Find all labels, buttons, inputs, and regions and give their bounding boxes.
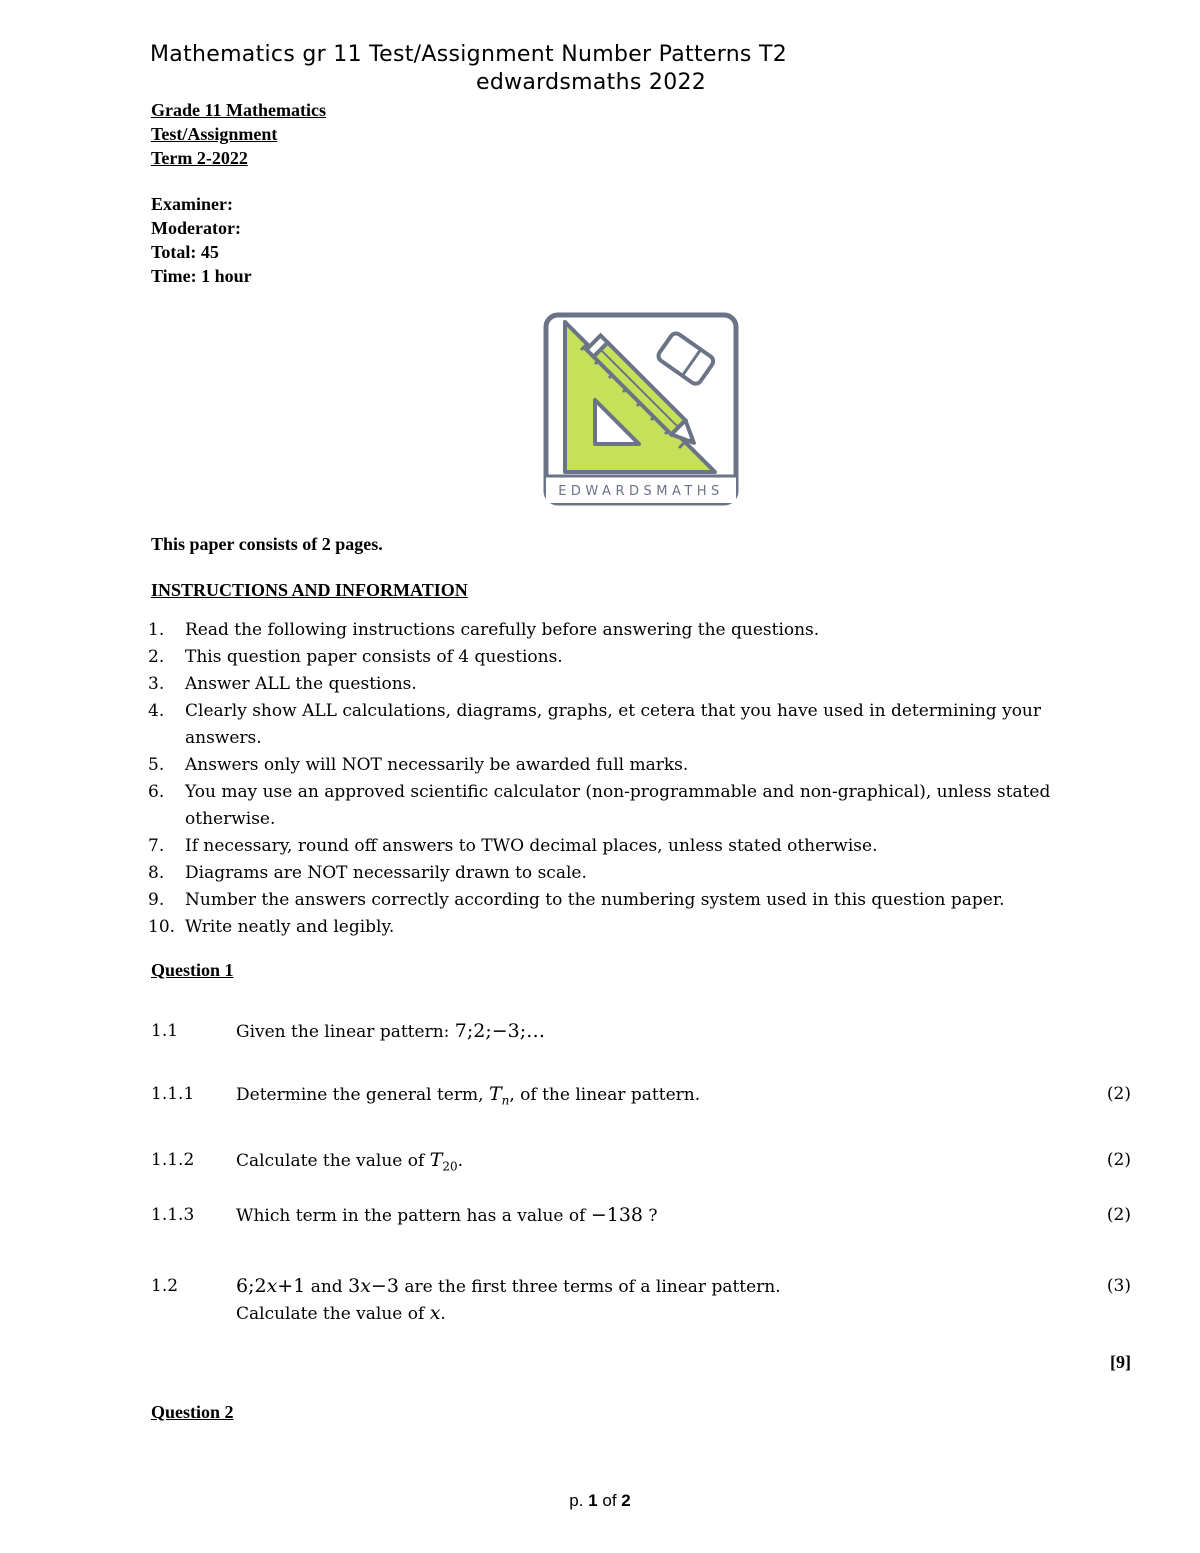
total-marks: Total: 45: [151, 242, 219, 262]
moderator-label: Moderator:: [151, 218, 241, 238]
list-item: 2. This question paper consists of 4 questions.: [148, 647, 563, 667]
instructions-title: INSTRUCTIONS AND INFORMATION: [151, 580, 468, 600]
pages-note: This paper consists of 2 pages.: [151, 534, 383, 554]
cover-block: [151, 98, 326, 288]
grade-label: Grade 11 Mathematics: [151, 100, 326, 120]
list-item: 9. Number the answers correctly according to the numbering system used in this question paper.: [148, 890, 1005, 910]
instructions-list: [148, 617, 1108, 941]
question-1-total: [9]: [1110, 1352, 1131, 1372]
list-item: 5. Answers only will NOT necessarily be awarded full marks.: [148, 755, 689, 775]
term-label: Term 2-2022: [151, 148, 248, 168]
list-item: 10. Write neatly and legibly.: [148, 917, 395, 937]
header-title: Mathematics gr 11 Test/Assignment Number Patterns T2: [150, 42, 788, 67]
marks: (2): [1106, 1084, 1131, 1104]
logo-text: EDWARDSMATHS: [558, 484, 724, 499]
question-1-title: Question 1: [151, 960, 234, 980]
header-subtitle: edwardsmaths 2022: [476, 70, 707, 95]
page-number: p. 1 of 2: [569, 1491, 631, 1510]
time-allowed: Time: 1 hour: [151, 266, 252, 286]
question-2-title: Question 2: [151, 1402, 234, 1422]
examiner-label: Examiner:: [151, 194, 233, 214]
list-item: 7. If necessary, round off answers to TWO decimal places, unless stated otherwise.: [148, 836, 878, 856]
edwardsmaths-logo: [543, 312, 739, 506]
marks: (2): [1106, 1150, 1131, 1170]
marks: (2): [1106, 1205, 1131, 1225]
list-item: 8. Diagrams are NOT necessarily drawn to scale.: [148, 863, 587, 883]
paper-type: Test/Assignment: [151, 124, 278, 144]
list-item: 6. You may use an approved scientific calculator (non-programmable and non-graphical), unless stated otherwise.: [148, 782, 1051, 829]
list-item: 3. Answer ALL the questions.: [148, 674, 417, 694]
list-item: 1. Read the following instructions carefully before answering the questions.: [148, 620, 820, 640]
marks: (3): [1106, 1276, 1131, 1296]
list-item: 4. Clearly show ALL calculations, diagrams, graphs, et cetera that you have used in determining your answers.: [148, 701, 1042, 748]
